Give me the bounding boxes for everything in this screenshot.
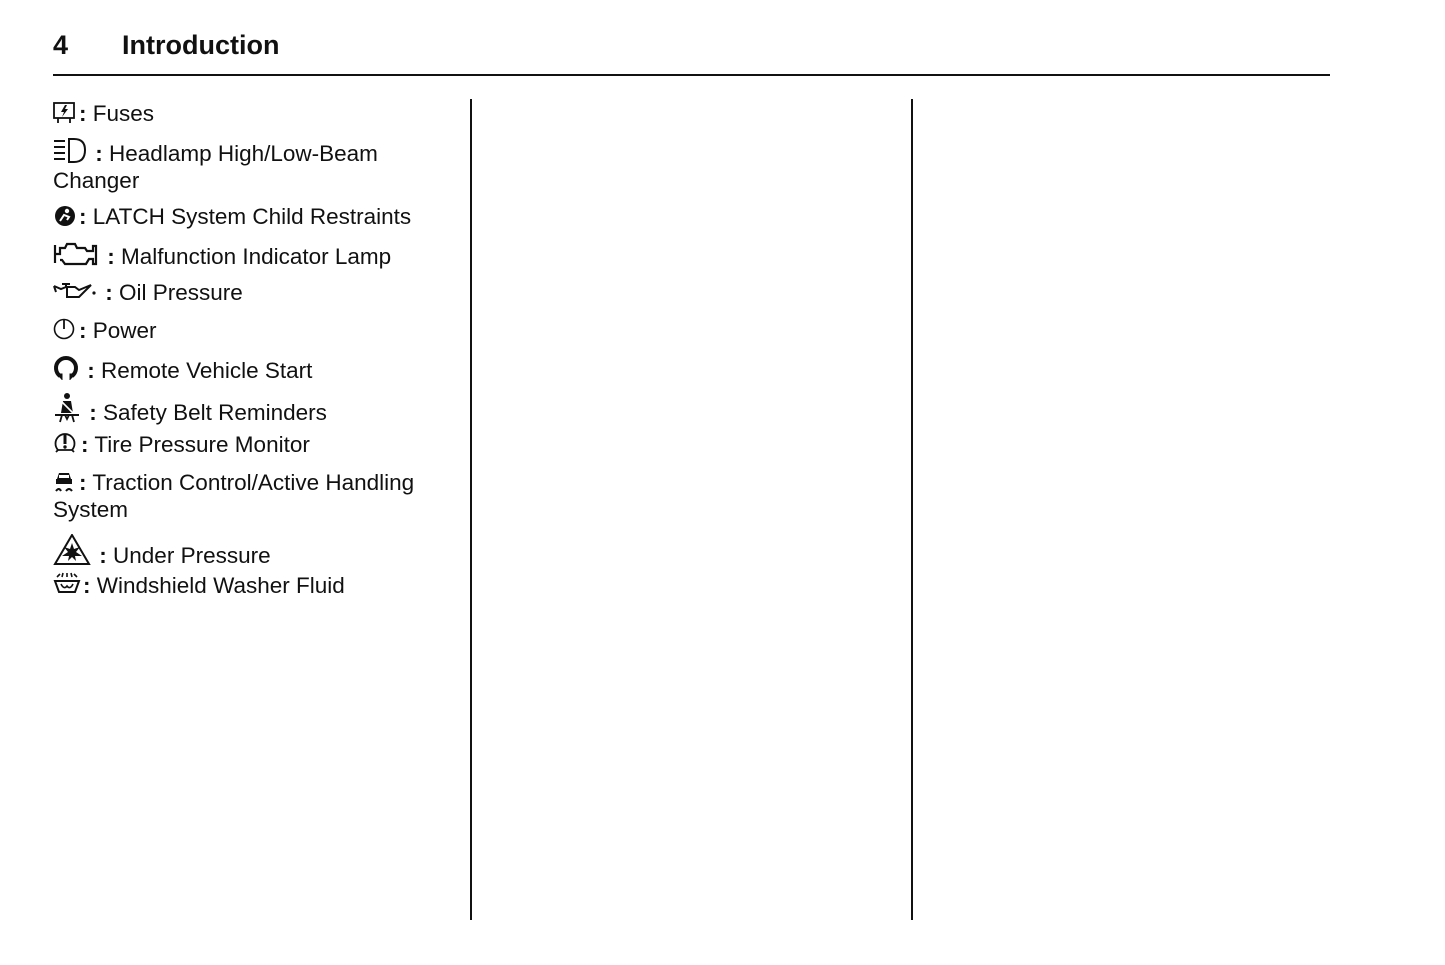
latch-child-seat-icon [53,205,77,227]
column-divider-1 [470,99,472,920]
headlamp-beam-icon [53,138,87,164]
symbol-entry-traction [53,469,458,523]
separator: : [81,432,89,457]
symbol-entry-headlamp [53,138,458,194]
symbol-entry-power [53,317,458,344]
symbol-label: Power [92,318,157,343]
fuse-icon [53,102,77,124]
symbol-label: LATCH System Child Restraints [92,204,412,229]
remote-start-icon [53,355,79,381]
oil-can-icon [53,281,97,303]
symbol-entry-mil [53,241,458,270]
engine-icon [53,241,99,267]
page-number: 4 [53,30,69,60]
symbol-entry-fuses [53,100,458,127]
symbol-entry-tire-pressure [53,431,458,458]
separator: : [99,543,107,568]
symbol-label: Malfunction Indicator Lamp [121,244,392,269]
page-header [53,30,1330,75]
symbol-label: Traction Control/Active Handling System [53,470,415,522]
symbol-label: Tire Pressure Monitor [94,432,310,457]
separator: : [83,573,91,598]
separator: : [79,101,87,126]
symbol-entry-under-pressure [53,534,458,569]
column-divider-2 [911,99,913,920]
symbol-label: Windshield Washer Fluid [96,573,345,598]
symbol-label: Oil Pressure [119,280,243,305]
separator: : [87,358,95,383]
traction-control-icon [53,469,77,493]
symbol-entry-oil [53,279,458,306]
under-pressure-icon [53,534,91,566]
separator: : [107,244,115,269]
washer-fluid-icon [53,572,81,596]
separator: : [105,280,113,305]
tire-pressure-icon [53,431,79,455]
symbol-entry-washer [53,572,458,599]
symbol-label: Under Pressure [113,543,271,568]
symbol-label: Remote Vehicle Start [101,358,313,383]
symbol-label: Fuses [92,101,155,126]
separator: : [89,400,97,425]
symbol-entry-seat-belt [53,393,458,426]
symbol-label: Headlamp High/Low-Beam Changer [53,141,378,193]
symbol-entry-latch [53,203,458,230]
separator: : [95,141,103,166]
symbol-label: Safety Belt Reminders [103,400,327,425]
separator: : [79,318,87,343]
page-title: Introduction [122,30,280,60]
separator: : [79,470,87,495]
symbol-entry-remote-start [53,355,458,384]
power-icon [53,317,77,341]
header-rule [53,74,1330,76]
separator: : [79,204,87,229]
seat-belt-icon [53,393,81,423]
